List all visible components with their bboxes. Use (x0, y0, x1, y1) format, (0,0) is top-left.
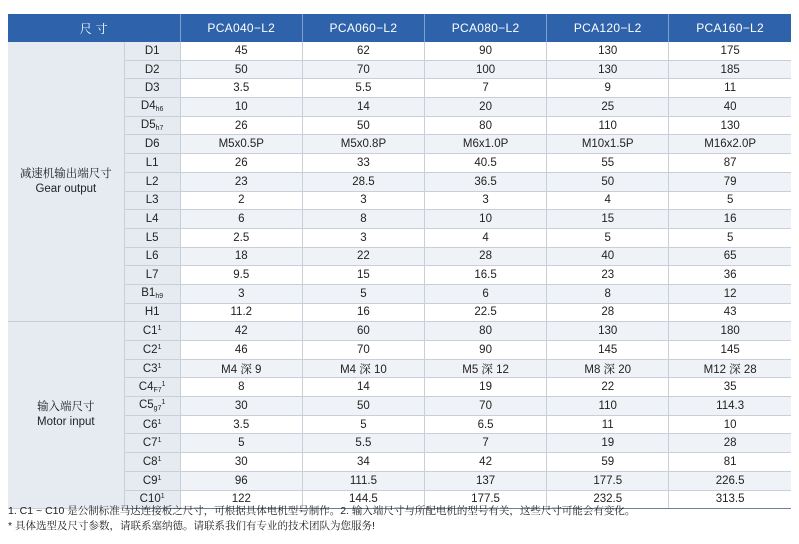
table-row (8, 397, 791, 416)
table-cell: 23 (180, 172, 302, 191)
table-cell: 9 (547, 79, 669, 98)
table-cell: 96 (180, 471, 302, 490)
table-cell: 177.5 (425, 490, 547, 509)
table-cell: 144.5 (302, 490, 424, 509)
table-cell: M12 深 28 (669, 359, 791, 378)
symbol-text: B1 (141, 287, 156, 300)
table-cell: 87 (669, 154, 791, 173)
table-row (8, 471, 791, 490)
table-cell: M5x0.8P (302, 135, 424, 154)
table-cell: 130 (669, 116, 791, 135)
symbol-text: C6 (142, 418, 158, 431)
symbol-superscript: 1 (157, 437, 162, 445)
dimension-symbol (124, 191, 180, 210)
table-cell: 70 (302, 60, 424, 79)
table-cell: 35 (669, 378, 791, 397)
symbol-subscript: g7 (153, 405, 162, 413)
dimension-symbol (124, 42, 180, 60)
symbol-text: D5 (140, 119, 156, 132)
table-cell: 130 (547, 42, 669, 60)
table-cell: 90 (425, 341, 547, 360)
symbol-text: L6 (145, 250, 159, 263)
table-cell: 20 (425, 98, 547, 117)
header-model: PCA040−L2 (180, 14, 302, 42)
symbol-text: H1 (144, 306, 160, 319)
table-cell: 14 (302, 98, 424, 117)
table-cell: 5 (547, 228, 669, 247)
dimension-symbol (124, 397, 180, 416)
table-cell: 15 (302, 266, 424, 285)
table-cell: 137 (425, 471, 547, 490)
table-cell: 3 (302, 191, 424, 210)
table-row (8, 415, 791, 434)
table-cell: 7 (425, 79, 547, 98)
table-cell: 11 (669, 79, 791, 98)
table-row (8, 341, 791, 360)
table-row (8, 303, 791, 322)
table-cell: 50 (547, 172, 669, 191)
symbol-text: D6 (144, 138, 160, 151)
table-row (8, 154, 791, 173)
table-cell: 34 (302, 453, 424, 472)
table-cell: 8 (180, 378, 302, 397)
table-cell: 4 (425, 228, 547, 247)
table-cell: 65 (669, 247, 791, 266)
table-cell: 11.2 (180, 303, 302, 322)
table-row (8, 98, 791, 117)
table-row (8, 191, 791, 210)
footnote-line: 1. C1 ~ C10 是公制标准马达连接板之尺寸，可根据具体电机型号制作。2. 输入端尺寸与所配电机的型号有关，这些尺寸可能会有变化。 (8, 505, 636, 517)
table-cell: 36.5 (425, 172, 547, 191)
footnote-line: * 具体选型及尺寸参数，请联系塞纳德。请联系我们有专业的技术团队为您服务! (8, 520, 375, 532)
table-row (8, 135, 791, 154)
dimension-symbol (124, 228, 180, 247)
table-cell: M6x1.0P (425, 135, 547, 154)
table-cell: 81 (669, 453, 791, 472)
table-cell: 70 (425, 397, 547, 416)
table-cell: 7 (425, 434, 547, 453)
symbol-text: C4 (138, 380, 154, 393)
dimension-symbol (124, 378, 180, 397)
symbol-text: D1 (144, 44, 160, 57)
table-cell: 3.5 (180, 79, 302, 98)
table-cell: 42 (425, 453, 547, 472)
symbol-text: C8 (142, 455, 158, 468)
symbol-superscript: 1 (161, 380, 166, 388)
symbol-text: C5 (138, 399, 154, 412)
dimension-symbol (124, 79, 180, 98)
table-header-row (8, 14, 791, 42)
table-cell: 2 (180, 191, 302, 210)
table-cell: M8 深 20 (547, 359, 669, 378)
table-cell: 50 (180, 60, 302, 79)
table-cell: M10x1.5P (547, 135, 669, 154)
table-cell: 111.5 (302, 471, 424, 490)
header-dimension: 尺 寸 (8, 14, 180, 42)
table-cell: 22 (547, 378, 669, 397)
table-cell: 26 (180, 154, 302, 173)
table-cell: 4 (547, 191, 669, 210)
header-model: PCA080−L2 (425, 14, 547, 42)
symbol-subscript: h7 (155, 125, 164, 133)
dimension-symbol (124, 247, 180, 266)
table-row (8, 116, 791, 135)
table-cell: 313.5 (669, 490, 791, 509)
symbol-superscript: 1 (157, 325, 162, 333)
table-cell: 110 (547, 116, 669, 135)
symbol-superscript: 1 (160, 493, 165, 501)
table-cell: 62 (302, 42, 424, 60)
table-cell: 15 (547, 210, 669, 229)
symbol-text: D3 (144, 82, 160, 95)
header-model: PCA120−L2 (547, 14, 669, 42)
header-model: PCA160−L2 (669, 14, 791, 42)
dimension-symbol (124, 434, 180, 453)
symbol-text: C2 (142, 343, 158, 356)
table-cell: M4 深 9 (180, 359, 302, 378)
table-row (8, 359, 791, 378)
table-cell: 19 (425, 378, 547, 397)
table-cell: 30 (180, 453, 302, 472)
dimension-table (8, 14, 791, 509)
table-cell: 6 (425, 284, 547, 303)
symbol-text: L4 (145, 213, 159, 226)
table-cell: M16x2.0P (669, 135, 791, 154)
table-cell: 50 (302, 397, 424, 416)
dimension-symbol (124, 116, 180, 135)
dimension-symbol (124, 322, 180, 341)
table-cell: 100 (425, 60, 547, 79)
table-cell: 3.5 (180, 415, 302, 434)
symbol-text: D2 (144, 63, 160, 76)
table-row (8, 172, 791, 191)
table-cell: 50 (302, 116, 424, 135)
table-cell: 90 (425, 42, 547, 60)
symbol-superscript: 1 (161, 399, 166, 407)
table-cell: 23 (547, 266, 669, 285)
table-cell: 55 (547, 154, 669, 173)
symbol-text: C3 (142, 362, 158, 375)
table-cell: 80 (425, 116, 547, 135)
symbol-text: C1 (142, 325, 158, 338)
table-cell: 19 (547, 434, 669, 453)
symbol-text: L2 (145, 175, 159, 188)
table-row (8, 247, 791, 266)
table-cell: 10 (180, 98, 302, 117)
spec-table-container (8, 14, 791, 509)
table-row (8, 453, 791, 472)
table-cell: 45 (180, 42, 302, 60)
row-group-label (8, 42, 124, 322)
footnotes (8, 504, 635, 534)
table-cell: 177.5 (547, 471, 669, 490)
table-cell: 22.5 (425, 303, 547, 322)
table-cell: 8 (547, 284, 669, 303)
table-row (8, 266, 791, 285)
dimension-symbol (124, 172, 180, 191)
table-cell: 122 (180, 490, 302, 509)
symbol-subscript: h6 (155, 106, 164, 114)
table-cell: 226.5 (669, 471, 791, 490)
symbol-text: L7 (145, 269, 159, 282)
symbol-superscript: 1 (157, 362, 162, 370)
symbol-text: D4 (140, 100, 156, 113)
group-label-en: Motor input (37, 416, 95, 429)
table-cell: M5x0.5P (180, 135, 302, 154)
table-cell: 5.5 (302, 434, 424, 453)
table-cell: M4 深 10 (302, 359, 424, 378)
table-cell: 3 (425, 191, 547, 210)
dimension-symbol (124, 98, 180, 117)
table-cell: 6.5 (425, 415, 547, 434)
dimension-symbol (124, 135, 180, 154)
table-cell: 79 (669, 172, 791, 191)
table-cell: 30 (180, 397, 302, 416)
table-row (8, 322, 791, 341)
table-cell: 9.5 (180, 266, 302, 285)
table-cell: 25 (547, 98, 669, 117)
table-cell: 28 (547, 303, 669, 322)
table-row (8, 434, 791, 453)
table-cell: 3 (302, 228, 424, 247)
table-row (8, 228, 791, 247)
symbol-text: L3 (145, 194, 159, 207)
symbol-subscript: h9 (155, 293, 164, 301)
symbol-superscript: 1 (157, 455, 162, 463)
symbol-superscript: 1 (157, 474, 162, 482)
table-cell: 26 (180, 116, 302, 135)
table-cell: 5 (669, 228, 791, 247)
table-row (8, 79, 791, 98)
dimension-symbol (124, 210, 180, 229)
table-cell: 40 (547, 247, 669, 266)
table-cell: 22 (302, 247, 424, 266)
table-cell: 232.5 (547, 490, 669, 509)
table-row (8, 378, 791, 397)
table-cell: 5 (302, 284, 424, 303)
table-cell: 145 (669, 341, 791, 360)
header-model: PCA060−L2 (302, 14, 424, 42)
table-cell: 2.5 (180, 228, 302, 247)
table-cell: 16.5 (425, 266, 547, 285)
table-cell: 6 (180, 210, 302, 229)
group-label-cn: 减速机输出端尺寸 (19, 167, 112, 180)
table-cell: 5 (669, 191, 791, 210)
table-cell: 42 (180, 322, 302, 341)
table-cell: 130 (547, 60, 669, 79)
table-cell: 185 (669, 60, 791, 79)
table-cell: 43 (669, 303, 791, 322)
table-cell: 33 (302, 154, 424, 173)
table-cell: 36 (669, 266, 791, 285)
table-cell: 130 (547, 322, 669, 341)
table-cell: 11 (547, 415, 669, 434)
table-cell: 80 (425, 322, 547, 341)
table-cell: 10 (669, 415, 791, 434)
dimension-symbol (124, 415, 180, 434)
table-cell: 28 (425, 247, 547, 266)
table-cell: 60 (302, 322, 424, 341)
table-cell: 10 (425, 210, 547, 229)
table-cell: 40.5 (425, 154, 547, 173)
table-row (8, 210, 791, 229)
table-cell: 59 (547, 453, 669, 472)
table-row (8, 42, 791, 60)
table-cell: 5 (302, 415, 424, 434)
dimension-symbol (124, 453, 180, 472)
dimension-symbol (124, 471, 180, 490)
symbol-text: C10 (139, 493, 161, 506)
table-cell: 14 (302, 378, 424, 397)
dimension-symbol (124, 341, 180, 360)
symbol-text: C9 (142, 474, 158, 487)
table-row (8, 284, 791, 303)
group-label-cn: 输入端尺寸 (37, 401, 95, 414)
dimension-symbol (124, 303, 180, 322)
table-cell: 114.3 (669, 397, 791, 416)
table-cell: 28.5 (302, 172, 424, 191)
dimension-symbol (124, 359, 180, 378)
symbol-subscript: F7 (153, 386, 162, 394)
table-cell: 28 (669, 434, 791, 453)
symbol-text: C7 (142, 437, 158, 450)
table-row (8, 60, 791, 79)
dimension-symbol (124, 154, 180, 173)
table-cell: 3 (180, 284, 302, 303)
group-label-en: Gear output (35, 182, 97, 195)
table-cell: 70 (302, 341, 424, 360)
table-cell: 16 (669, 210, 791, 229)
symbol-text: L5 (145, 231, 159, 244)
dimension-symbol (124, 284, 180, 303)
dimension-symbol (124, 60, 180, 79)
table-cell: 18 (180, 247, 302, 266)
table-cell: 175 (669, 42, 791, 60)
table-cell: 145 (547, 341, 669, 360)
table-cell: 16 (302, 303, 424, 322)
table-cell: 110 (547, 397, 669, 416)
symbol-superscript: 1 (157, 343, 162, 351)
table-cell: 8 (302, 210, 424, 229)
row-group-label (8, 322, 124, 509)
dimension-symbol (124, 266, 180, 285)
table-cell: 5 (180, 434, 302, 453)
table-cell: 46 (180, 341, 302, 360)
table-cell: 40 (669, 98, 791, 117)
table-cell: 12 (669, 284, 791, 303)
symbol-text: L1 (145, 156, 159, 169)
table-cell: 180 (669, 322, 791, 341)
table-cell: 5.5 (302, 79, 424, 98)
symbol-superscript: 1 (157, 418, 162, 426)
table-cell: M5 深 12 (425, 359, 547, 378)
